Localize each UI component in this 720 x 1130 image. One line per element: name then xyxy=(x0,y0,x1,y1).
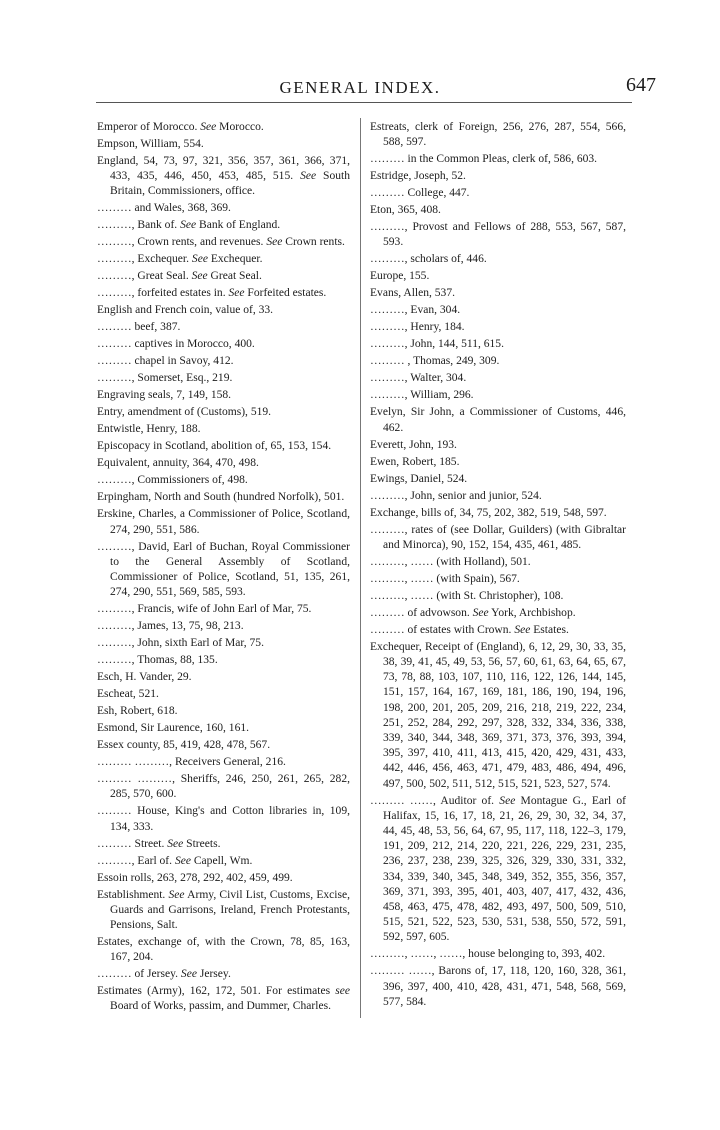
cross-reference: Board of Works, passim, and Dummer, Charles. xyxy=(110,1000,331,1013)
entry-text: Erskine, Charles, a Commissioner of Police, Scotland, 274, 290, 551, 586. xyxy=(97,508,350,536)
entry-text: ………, John, senior and junior, 524. xyxy=(370,489,542,502)
entry-text: Eton, 365, 408. xyxy=(370,204,441,217)
see-reference-marker: See xyxy=(167,837,184,850)
index-entry xyxy=(370,489,626,504)
cross-reference: Bank of England. xyxy=(199,219,281,232)
index-entry xyxy=(97,653,350,668)
index-entry xyxy=(97,337,350,352)
entry-text: ………, …… (with St. Christopher), 108. xyxy=(370,589,564,602)
index-entry xyxy=(97,456,350,471)
index-entry xyxy=(97,320,350,335)
entry-text: Ewen, Robert, 185. xyxy=(370,455,460,468)
entry-text: Essoin rolls, 263, 278, 292, 402, 459, 499. xyxy=(97,871,293,884)
index-entry xyxy=(97,422,350,437)
cross-reference: Great Seal. xyxy=(210,270,262,283)
page-header-title: GENERAL INDEX. xyxy=(279,78,441,97)
cross-reference: Army, Civil List, Customs, Excise, Guards and Garrisons, Ireland, French Protestants, Pensions, Salt. xyxy=(110,888,350,932)
index-entry xyxy=(97,371,350,386)
index-entry xyxy=(97,473,350,488)
cross-reference: Exchequer. xyxy=(210,253,263,266)
entry-text: Erpingham, North and South (hundred Norfolk), 501. xyxy=(97,491,345,504)
index-entry xyxy=(370,947,626,962)
entry-text: Establishment. xyxy=(97,888,166,901)
page-number: 647 xyxy=(626,74,656,96)
entry-text: ………, Somerset, Esq., 219. xyxy=(97,372,233,385)
index-entry xyxy=(97,804,350,834)
index-entry xyxy=(97,755,350,770)
see-reference-marker: See xyxy=(180,968,197,981)
index-entry xyxy=(97,935,350,965)
entry-text: ………, Francis, wife of John Earl of Mar, 75. xyxy=(97,603,312,616)
index-entry xyxy=(97,871,350,886)
index-entry xyxy=(97,687,350,702)
entry-text: ………, Earl of. xyxy=(97,854,173,867)
see-reference-marker: See xyxy=(180,219,197,232)
cross-reference: Montague G., Earl of Halifax, 15, 16, 17, 18, 21, 26, 29, 30, 32, 34, 37, 44, 45, 48, 53, 56, 64, 67, 95, 117, 118, 122–3, 179, 191, 209, 212, 214, 220, 221, 226, 229, 231, 235, 236, 237, 238, 239, 325, 326, 329, 330, 331, 332, 334, 339, 340, 345, 348, 349, 352, 355, 356, 357, 369, 371, 393, 395, 401, 403, 407, 417, 432, 436, 458, 463, 475, 478, 482, 493, 497, 500, 509, 510, 515, 521, 522, 523, 530, 531, 538, 550, 572, 591, 592, 597, 605. xyxy=(383,794,626,944)
entry-text: Estreats, clerk of Foreign, 256, 276, 287, 554, 566, 588, 597. xyxy=(370,121,626,149)
index-entry xyxy=(97,405,350,420)
cross-reference: Morocco. xyxy=(219,121,264,133)
index-entry xyxy=(370,455,626,470)
index-column-left xyxy=(97,120,350,1016)
index-entry xyxy=(97,252,350,267)
index-entry xyxy=(370,388,626,403)
index-entry xyxy=(97,354,350,369)
index-entry xyxy=(370,589,626,604)
index-entry xyxy=(370,269,626,284)
index-entry xyxy=(370,303,626,318)
index-entry xyxy=(97,619,350,634)
entry-text: ……… House, King's and Cotton libraries in, 109, 134, 333. xyxy=(97,805,350,833)
cross-reference: Streets. xyxy=(186,837,221,850)
entry-text: Estridge, Joseph, 52. xyxy=(370,170,466,183)
index-entry xyxy=(370,337,626,352)
entry-text: England, 54, 73, 97, 321, 356, 357, 361, 366, 371, 433, 435, 446, 450, 453, 485, 515. xyxy=(97,155,350,183)
entry-text: Equivalent, annuity, 364, 470, 498. xyxy=(97,457,259,470)
entry-text: ………, ……, ……, house belonging to, 393, 402. xyxy=(370,948,606,961)
index-entry xyxy=(370,606,626,621)
entry-text: ……… in the Common Pleas, clerk of, 586, 603. xyxy=(370,153,598,166)
entry-text: ……… ……, Barons of, 17, 118, 120, 160, 328, 361, 396, 397, 400, 410, 428, 431, 471, 548, 568, 569, 577, 584. xyxy=(370,965,626,1008)
index-entry xyxy=(97,154,350,200)
index-entry xyxy=(97,670,350,685)
entry-text: ……… captives in Morocco, 400. xyxy=(97,338,255,351)
entry-text: ……… of estates with Crown. xyxy=(370,623,512,636)
index-entry xyxy=(97,602,350,617)
cross-reference: Crown rents. xyxy=(285,236,345,249)
entry-text: ………, Bank of. xyxy=(97,219,178,232)
entry-text: Europe, 155. xyxy=(370,270,430,283)
entry-text: ……… of Jersey. xyxy=(97,968,179,981)
index-entry xyxy=(370,203,626,218)
index-entry xyxy=(97,269,350,284)
entry-text: Essex county, 85, 419, 428, 478, 567. xyxy=(97,739,271,752)
entry-text: Estates, exchange of, with the Crown, 78, 85, 163, 167, 204. xyxy=(97,936,350,964)
index-entry xyxy=(370,169,626,184)
entry-text: Exchange, bills of, 34, 75, 202, 382, 519, 548, 597. xyxy=(370,506,607,519)
index-entry xyxy=(370,640,626,792)
index-entry xyxy=(97,540,350,601)
see-reference-marker: See xyxy=(514,623,531,636)
see-reference-marker: See xyxy=(266,236,283,249)
index-entry xyxy=(97,837,350,852)
index-entry xyxy=(370,623,626,638)
index-entry xyxy=(370,186,626,201)
index-entry xyxy=(97,439,350,454)
entry-text: ……… of advowson. xyxy=(370,606,470,619)
entry-text: ………, James, 13, 75, 98, 213. xyxy=(97,620,244,633)
see-reference-marker: See xyxy=(174,854,191,867)
entry-text: Evelyn, Sir John, a Commissioner of Customs, 446, 462. xyxy=(370,406,626,434)
index-entry xyxy=(97,507,350,537)
entry-text: ………, Henry, 184. xyxy=(370,321,465,334)
index-entry xyxy=(97,636,350,651)
cross-reference: South Britain, Commissioners, office. xyxy=(110,170,350,198)
entry-text: ………, Exchequer. xyxy=(97,253,190,266)
index-entry xyxy=(97,137,350,152)
index-entry xyxy=(370,220,626,250)
index-entry xyxy=(370,572,626,587)
entry-text: ……… ………, Sheriffs, 246, 250, 261, 265, 282, 285, 570, 600. xyxy=(97,773,350,801)
index-entry xyxy=(370,506,626,521)
index-entry xyxy=(370,472,626,487)
entry-text: ………, scholars of, 446. xyxy=(370,253,487,266)
see-reference-marker: See xyxy=(200,121,217,133)
entry-text: ………, Evan, 304. xyxy=(370,304,461,317)
entry-text: Ewings, Daniel, 524. xyxy=(370,472,468,485)
see-reference-marker: See xyxy=(191,270,208,283)
index-entry xyxy=(97,854,350,869)
index-entry xyxy=(370,523,626,553)
entry-text: ………, forfeited estates in. xyxy=(97,287,226,300)
cross-reference: Estates. xyxy=(533,623,569,636)
index-entry xyxy=(370,555,626,570)
entry-text: ……… Street. xyxy=(97,837,165,850)
entry-text: Exchequer, Receipt of (England), 6, 12, 29, 30, 33, 35, 38, 39, 41, 45, 49, 53, 56, 57, 60, 61, 63, 64, 65, 67, 73, 78, 88, 103, 107, 110, 116, 122, 126, 144, 145, 151, 157, 164, 167, 169, 181, 186, 190, 194, 196, 198, 200, 201, 205, 209, 216, 218, 219, 222, 234, 251, 252, 284, 292, 297, 328, 332, 334, 336, 338, 339, 340, 344, 348, 369, 371, 373, 376, 393, 394, 395, 397, 410, 411, 413, 415, 420, 429, 431, 433, 442, 446, 456, 463, 471, 479, 483, 486, 494, 496, 497, 500, 502, 511, 512, 515, 521, 523, 527, 574. xyxy=(370,640,626,790)
index-entry xyxy=(370,152,626,167)
see-reference-marker: See xyxy=(300,170,317,183)
see-reference-marker: See xyxy=(499,794,516,807)
index-entry xyxy=(370,120,626,150)
see-reference-marker: See xyxy=(228,287,245,300)
index-entry xyxy=(97,201,350,216)
index-entry xyxy=(97,235,350,250)
entry-text: ………, …… (with Holland), 501. xyxy=(370,555,531,568)
index-entry xyxy=(97,984,350,1014)
entry-text: ……… , Thomas, 249, 309. xyxy=(370,355,500,368)
entry-text: ………, rates of (see Dollar, Guilders) (with Gibraltar and Minorca), 90, 152, 154, 435, 461, 485. xyxy=(370,523,626,551)
index-entry xyxy=(97,721,350,736)
entry-text: ……… College, 447. xyxy=(370,187,470,200)
entry-text: ………, Crown rents, and revenues. xyxy=(97,236,264,249)
entry-text: Esh, Robert, 618. xyxy=(97,705,178,718)
index-entry xyxy=(97,120,350,135)
index-column-right xyxy=(370,120,626,1012)
index-entry xyxy=(370,405,626,435)
see-reference-marker: see xyxy=(335,985,350,998)
entry-text: ………, Thomas, 88, 135. xyxy=(97,654,218,667)
entry-text: Esch, H. Vander, 29. xyxy=(97,671,192,684)
cross-reference: Forfeited estates. xyxy=(247,287,327,300)
index-entry xyxy=(370,252,626,267)
index-entry xyxy=(370,794,626,946)
entry-text: ………, Walter, 304. xyxy=(370,372,467,385)
cross-reference: Capell, Wm. xyxy=(193,854,253,867)
index-entry xyxy=(97,772,350,802)
index-entry xyxy=(97,303,350,318)
entry-text: ………, David, Earl of Buchan, Royal Commissioner to the General Assembly of Scotland, Commissioner of Police, Scotland, 51, 135, 261, 274, 290, 551, 569, 585, 593. xyxy=(97,540,350,599)
index-entry xyxy=(97,286,350,301)
index-entry xyxy=(370,964,626,1010)
index-entry xyxy=(370,371,626,386)
entry-text: Evans, Allen, 537. xyxy=(370,287,455,300)
cross-reference: Jersey. xyxy=(199,968,231,981)
entry-text: Everett, John, 193. xyxy=(370,438,457,451)
entry-text: Episcopacy in Scotland, abolition of, 65, 153, 154. xyxy=(97,440,332,453)
entry-text: ………, Commissioners of, 498. xyxy=(97,474,248,487)
entry-text: English and French coin, value of, 33. xyxy=(97,304,274,317)
see-reference-marker: See xyxy=(191,253,208,266)
entry-text: ……… and Wales, 368, 369. xyxy=(97,202,231,215)
cross-reference: York, Archbishop. xyxy=(491,606,576,619)
index-entry xyxy=(97,888,350,934)
index-entry xyxy=(97,388,350,403)
entry-text: ………, Provost and Fellows of 288, 553, 567, 587, 593. xyxy=(370,221,626,249)
entry-text: ……… beef, 387. xyxy=(97,321,181,334)
entry-text: Escheat, 521. xyxy=(97,688,159,701)
see-reference-marker: See xyxy=(472,606,489,619)
entry-text: Engraving seals, 7, 149, 158. xyxy=(97,389,232,402)
index-entry xyxy=(370,438,626,453)
index-entry xyxy=(97,490,350,505)
entry-text: ……… ……, Auditor of. xyxy=(370,794,495,807)
index-entry xyxy=(97,967,350,982)
index-entry xyxy=(370,354,626,369)
entry-text: ……… ………, Receivers General, 216. xyxy=(97,756,286,769)
entry-text: Empson, William, 554. xyxy=(97,138,204,150)
entry-text: ………, Great Seal. xyxy=(97,270,189,283)
entry-text: Emperor of Morocco. xyxy=(97,121,198,133)
header-rule xyxy=(96,102,632,103)
see-reference-marker: See xyxy=(168,888,185,901)
index-entry xyxy=(97,738,350,753)
index-entry xyxy=(97,218,350,233)
entry-text: Entry, amendment of (Customs), 519. xyxy=(97,406,272,419)
entry-text: ……… chapel in Savoy, 412. xyxy=(97,355,234,368)
entry-text: ………, John, 144, 511, 615. xyxy=(370,338,504,351)
entry-text: Entwistle, Henry, 188. xyxy=(97,423,201,436)
entry-text: Esmond, Sir Laurence, 160, 161. xyxy=(97,722,250,735)
index-entry xyxy=(370,320,626,335)
entry-text: ………, …… (with Spain), 567. xyxy=(370,572,520,585)
entry-text: ………, William, 296. xyxy=(370,389,474,402)
index-entry xyxy=(97,704,350,719)
column-divider xyxy=(360,118,361,1018)
entry-text: ………, John, sixth Earl of Mar, 75. xyxy=(97,637,264,650)
entry-text: Estimates (Army), 162, 172, 501. For estimates xyxy=(97,985,331,998)
index-entry xyxy=(370,286,626,301)
